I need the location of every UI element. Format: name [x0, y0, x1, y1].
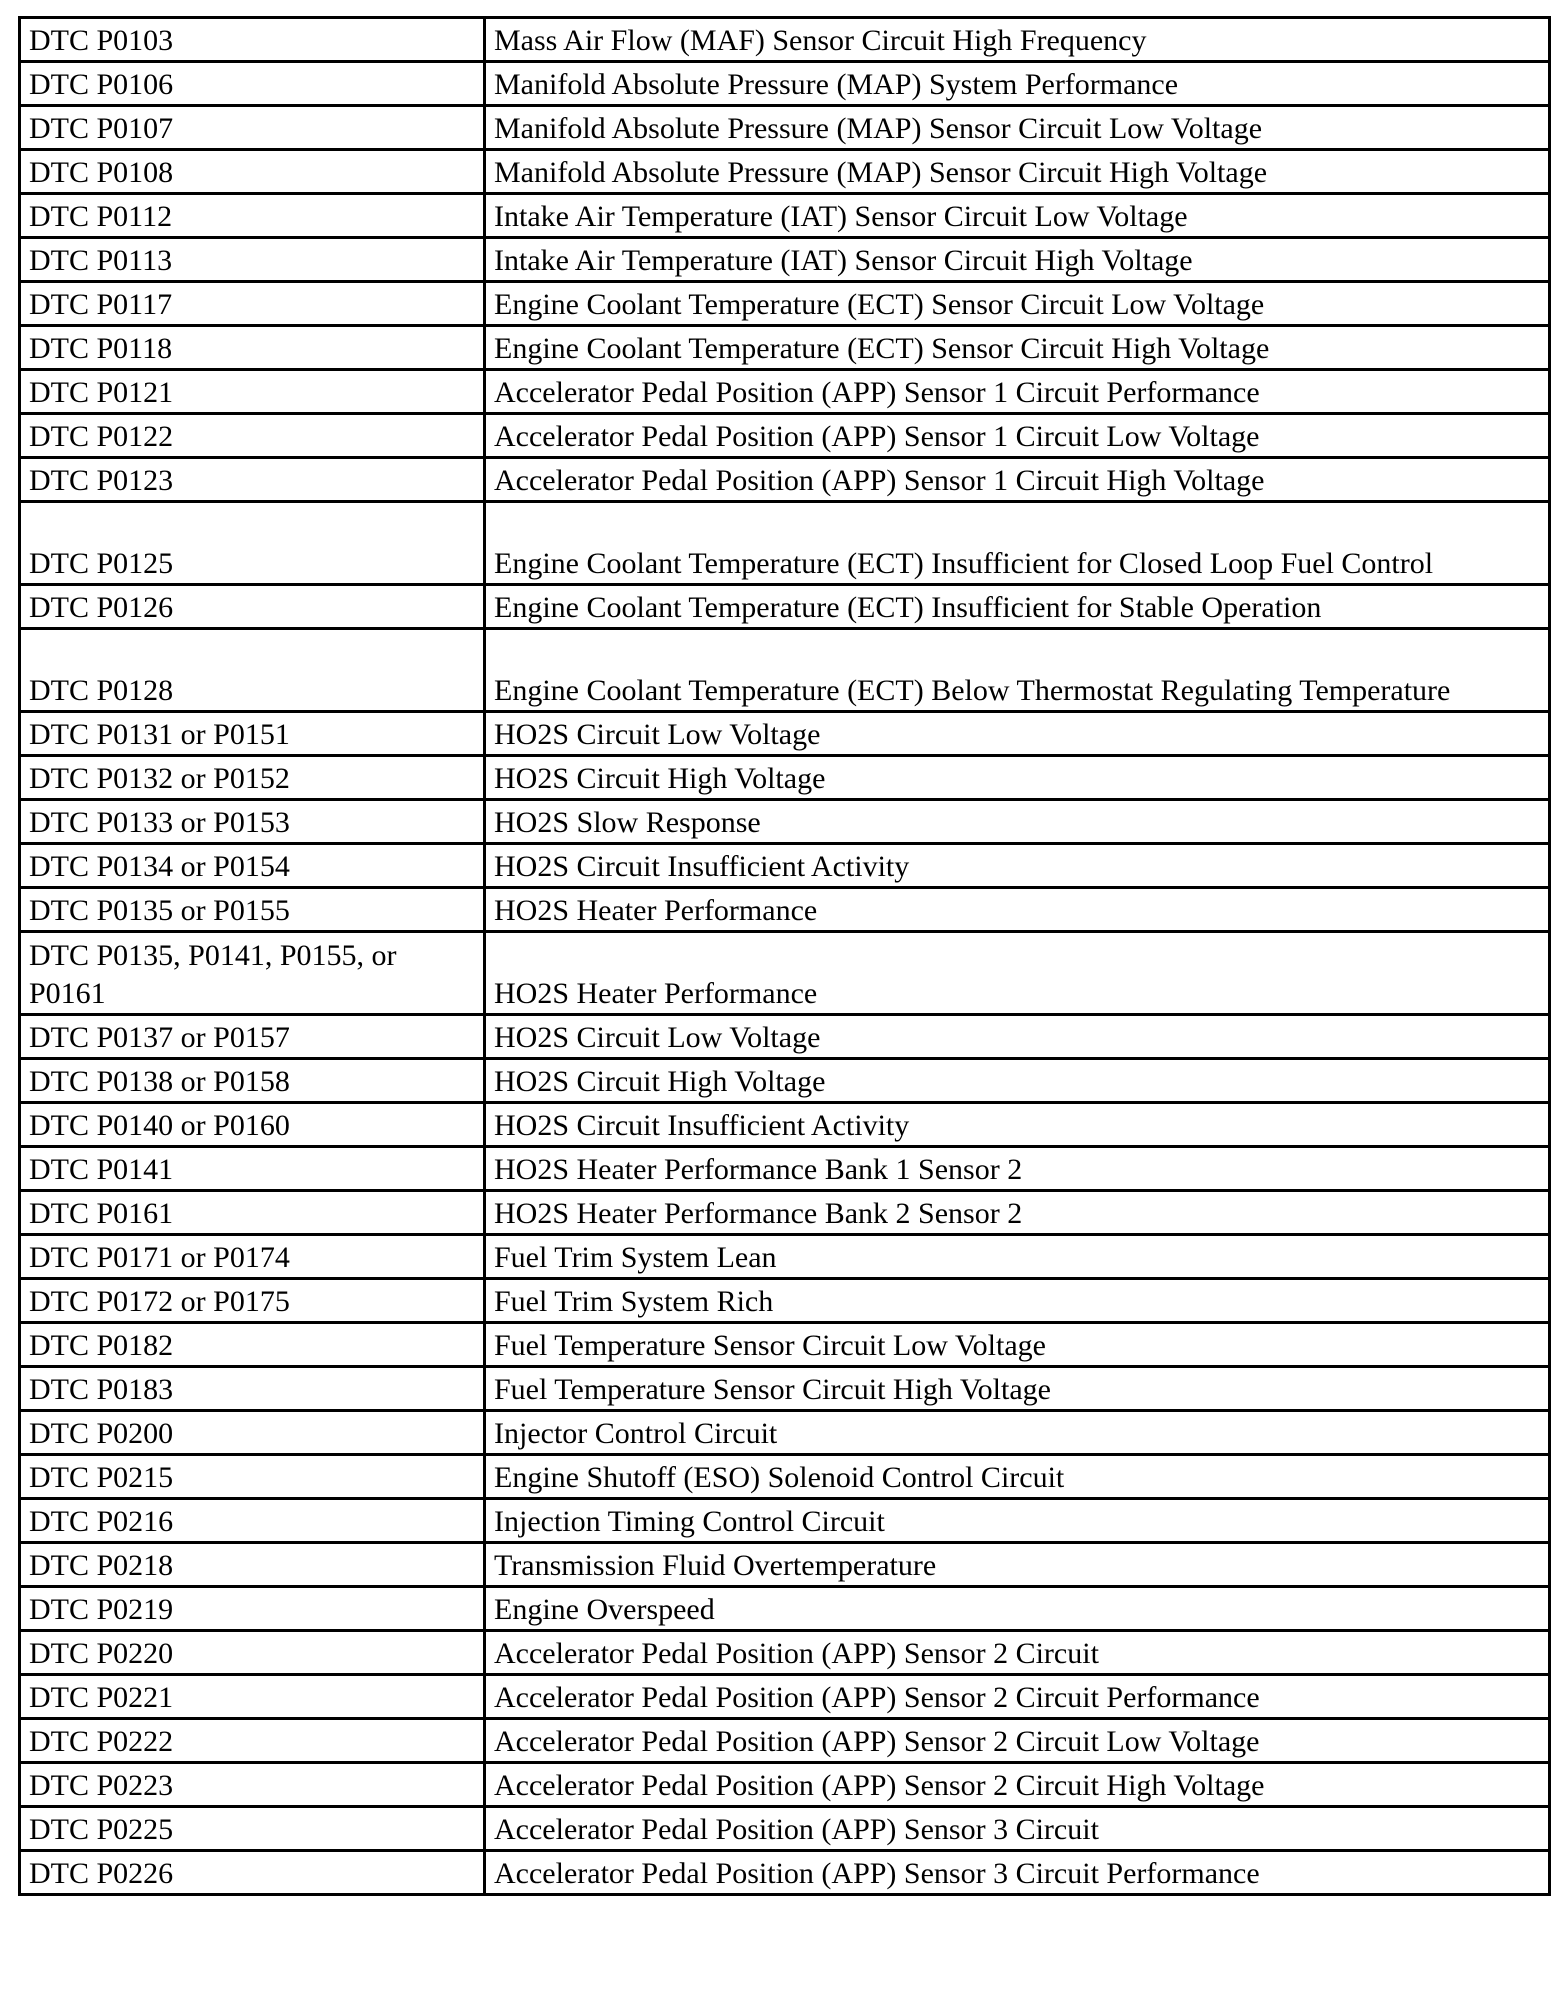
- table-row: [20, 1455, 1550, 1499]
- dtc-code: DTC P0106: [20, 62, 485, 106]
- table-row: [20, 1411, 1550, 1455]
- dtc-code: DTC P0161: [20, 1191, 485, 1235]
- table-row: [20, 1279, 1550, 1323]
- dtc-description: HO2S Circuit Low Voltage: [485, 1015, 1550, 1059]
- dtc-description: Transmission Fluid Overtemperature: [485, 1543, 1550, 1587]
- table-row: [20, 932, 1550, 1015]
- dtc-code: DTC P0112: [20, 194, 485, 238]
- dtc-description: HO2S Slow Response: [485, 800, 1550, 844]
- dtc-description: HO2S Circuit Insufficient Activity: [485, 844, 1550, 888]
- dtc-table-body: [20, 18, 1550, 1895]
- table-row: [20, 502, 1550, 585]
- table-row: [20, 1235, 1550, 1279]
- dtc-description: Intake Air Temperature (IAT) Sensor Circuit Low Voltage: [485, 194, 1550, 238]
- dtc-description: Manifold Absolute Pressure (MAP) Sensor Circuit High Voltage: [485, 150, 1550, 194]
- table-row: [20, 1763, 1550, 1807]
- dtc-description: HO2S Circuit Insufficient Activity: [485, 1103, 1550, 1147]
- dtc-description: HO2S Heater Performance: [485, 888, 1550, 932]
- table-row: [20, 1015, 1550, 1059]
- dtc-description: Engine Shutoff (ESO) Solenoid Control Circuit: [485, 1455, 1550, 1499]
- table-row: [20, 1103, 1550, 1147]
- dtc-description: Engine Coolant Temperature (ECT) Sensor Circuit Low Voltage: [485, 282, 1550, 326]
- dtc-code: DTC P0141: [20, 1147, 485, 1191]
- table-row: [20, 1323, 1550, 1367]
- dtc-description: Accelerator Pedal Position (APP) Sensor 3 Circuit: [485, 1807, 1550, 1851]
- dtc-code: DTC P0140 or P0160: [20, 1103, 485, 1147]
- table-row: [20, 888, 1550, 932]
- table-row: [20, 1807, 1550, 1851]
- table-row: [20, 370, 1550, 414]
- table-row: [20, 18, 1550, 62]
- table-row: [20, 585, 1550, 629]
- table-row: [20, 800, 1550, 844]
- table-row: [20, 1191, 1550, 1235]
- dtc-code: DTC P0103: [20, 18, 485, 62]
- dtc-code: DTC P0126: [20, 585, 485, 629]
- dtc-code: DTC P0108: [20, 150, 485, 194]
- dtc-description: Accelerator Pedal Position (APP) Sensor 1 Circuit Low Voltage: [485, 414, 1550, 458]
- dtc-code: DTC P0221: [20, 1675, 485, 1719]
- dtc-code: DTC P0138 or P0158: [20, 1059, 485, 1103]
- dtc-description: HO2S Heater Performance: [485, 932, 1550, 1015]
- dtc-description: Accelerator Pedal Position (APP) Sensor 1 Circuit High Voltage: [485, 458, 1550, 502]
- dtc-code: DTC P0113: [20, 238, 485, 282]
- dtc-description: Injection Timing Control Circuit: [485, 1499, 1550, 1543]
- table-row: [20, 1675, 1550, 1719]
- dtc-description: Engine Overspeed: [485, 1587, 1550, 1631]
- dtc-code: DTC P0226: [20, 1851, 485, 1895]
- dtc-description: Engine Coolant Temperature (ECT) Insufficient for Stable Operation: [485, 585, 1550, 629]
- dtc-description: Fuel Trim System Lean: [485, 1235, 1550, 1279]
- table-row: [20, 629, 1550, 712]
- table-row: [20, 150, 1550, 194]
- dtc-table: [18, 16, 1551, 1896]
- dtc-description: Accelerator Pedal Position (APP) Sensor 2 Circuit: [485, 1631, 1550, 1675]
- dtc-code: DTC P0133 or P0153: [20, 800, 485, 844]
- dtc-description: HO2S Circuit High Voltage: [485, 1059, 1550, 1103]
- dtc-code: DTC P0131 or P0151: [20, 712, 485, 756]
- dtc-code: DTC P0172 or P0175: [20, 1279, 485, 1323]
- dtc-description: HO2S Circuit High Voltage: [485, 756, 1550, 800]
- dtc-code: DTC P0222: [20, 1719, 485, 1763]
- table-row: [20, 458, 1550, 502]
- dtc-description: Mass Air Flow (MAF) Sensor Circuit High Frequency: [485, 18, 1550, 62]
- dtc-description: Accelerator Pedal Position (APP) Sensor 2 Circuit Low Voltage: [485, 1719, 1550, 1763]
- table-row: [20, 282, 1550, 326]
- dtc-code: DTC P0225: [20, 1807, 485, 1851]
- dtc-code: DTC P0134 or P0154: [20, 844, 485, 888]
- dtc-code: DTC P0128: [20, 629, 485, 712]
- dtc-description: Fuel Temperature Sensor Circuit Low Voltage: [485, 1323, 1550, 1367]
- dtc-code: DTC P0200: [20, 1411, 485, 1455]
- dtc-code: DTC P0132 or P0152: [20, 756, 485, 800]
- table-row: [20, 1851, 1550, 1895]
- dtc-code: DTC P0215: [20, 1455, 485, 1499]
- dtc-code: DTC P0107: [20, 106, 485, 150]
- dtc-description: HO2S Circuit Low Voltage: [485, 712, 1550, 756]
- dtc-code: DTC P0125: [20, 502, 485, 585]
- dtc-description: Engine Coolant Temperature (ECT) Sensor Circuit High Voltage: [485, 326, 1550, 370]
- dtc-description: Manifold Absolute Pressure (MAP) Sensor Circuit Low Voltage: [485, 106, 1550, 150]
- table-row: [20, 1543, 1550, 1587]
- dtc-description: Accelerator Pedal Position (APP) Sensor 2 Circuit High Voltage: [485, 1763, 1550, 1807]
- table-row: [20, 1631, 1550, 1675]
- dtc-code: DTC P0216: [20, 1499, 485, 1543]
- dtc-description: Fuel Temperature Sensor Circuit High Voltage: [485, 1367, 1550, 1411]
- table-row: [20, 1367, 1550, 1411]
- table-row: [20, 844, 1550, 888]
- dtc-description: Engine Coolant Temperature (ECT) Below Thermostat Regulating Temperature: [485, 629, 1550, 712]
- table-row: [20, 414, 1550, 458]
- dtc-description: Engine Coolant Temperature (ECT) Insufficient for Closed Loop Fuel Control: [485, 502, 1550, 585]
- table-row: [20, 756, 1550, 800]
- dtc-description: Accelerator Pedal Position (APP) Sensor 3 Circuit Performance: [485, 1851, 1550, 1895]
- dtc-code: DTC P0135 or P0155: [20, 888, 485, 932]
- dtc-code: DTC P0171 or P0174: [20, 1235, 485, 1279]
- dtc-code: DTC P0182: [20, 1323, 485, 1367]
- dtc-description: Fuel Trim System Rich: [485, 1279, 1550, 1323]
- table-row: [20, 62, 1550, 106]
- table-row: [20, 1059, 1550, 1103]
- dtc-code: DTC P0220: [20, 1631, 485, 1675]
- table-row: [20, 238, 1550, 282]
- dtc-description: Intake Air Temperature (IAT) Sensor Circuit High Voltage: [485, 238, 1550, 282]
- dtc-code: DTC P0117: [20, 282, 485, 326]
- table-row: [20, 1719, 1550, 1763]
- dtc-code: DTC P0121: [20, 370, 485, 414]
- dtc-code: DTC P0183: [20, 1367, 485, 1411]
- dtc-description: Accelerator Pedal Position (APP) Sensor 2 Circuit Performance: [485, 1675, 1550, 1719]
- table-row: [20, 194, 1550, 238]
- dtc-code: DTC P0118: [20, 326, 485, 370]
- table-row: [20, 1587, 1550, 1631]
- dtc-code: DTC P0219: [20, 1587, 485, 1631]
- table-row: [20, 712, 1550, 756]
- dtc-description: HO2S Heater Performance Bank 1 Sensor 2: [485, 1147, 1550, 1191]
- dtc-code: DTC P0135, P0141, P0155, or P0161: [20, 932, 485, 1015]
- table-row: [20, 1499, 1550, 1543]
- dtc-description: HO2S Heater Performance Bank 2 Sensor 2: [485, 1191, 1550, 1235]
- dtc-code: DTC P0123: [20, 458, 485, 502]
- dtc-description: Accelerator Pedal Position (APP) Sensor 1 Circuit Performance: [485, 370, 1550, 414]
- dtc-code: DTC P0223: [20, 1763, 485, 1807]
- dtc-description: Injector Control Circuit: [485, 1411, 1550, 1455]
- dtc-code: DTC P0218: [20, 1543, 485, 1587]
- table-row: [20, 1147, 1550, 1191]
- dtc-code: DTC P0122: [20, 414, 485, 458]
- table-row: [20, 106, 1550, 150]
- table-row: [20, 326, 1550, 370]
- dtc-code: DTC P0137 or P0157: [20, 1015, 485, 1059]
- dtc-description: Manifold Absolute Pressure (MAP) System Performance: [485, 62, 1550, 106]
